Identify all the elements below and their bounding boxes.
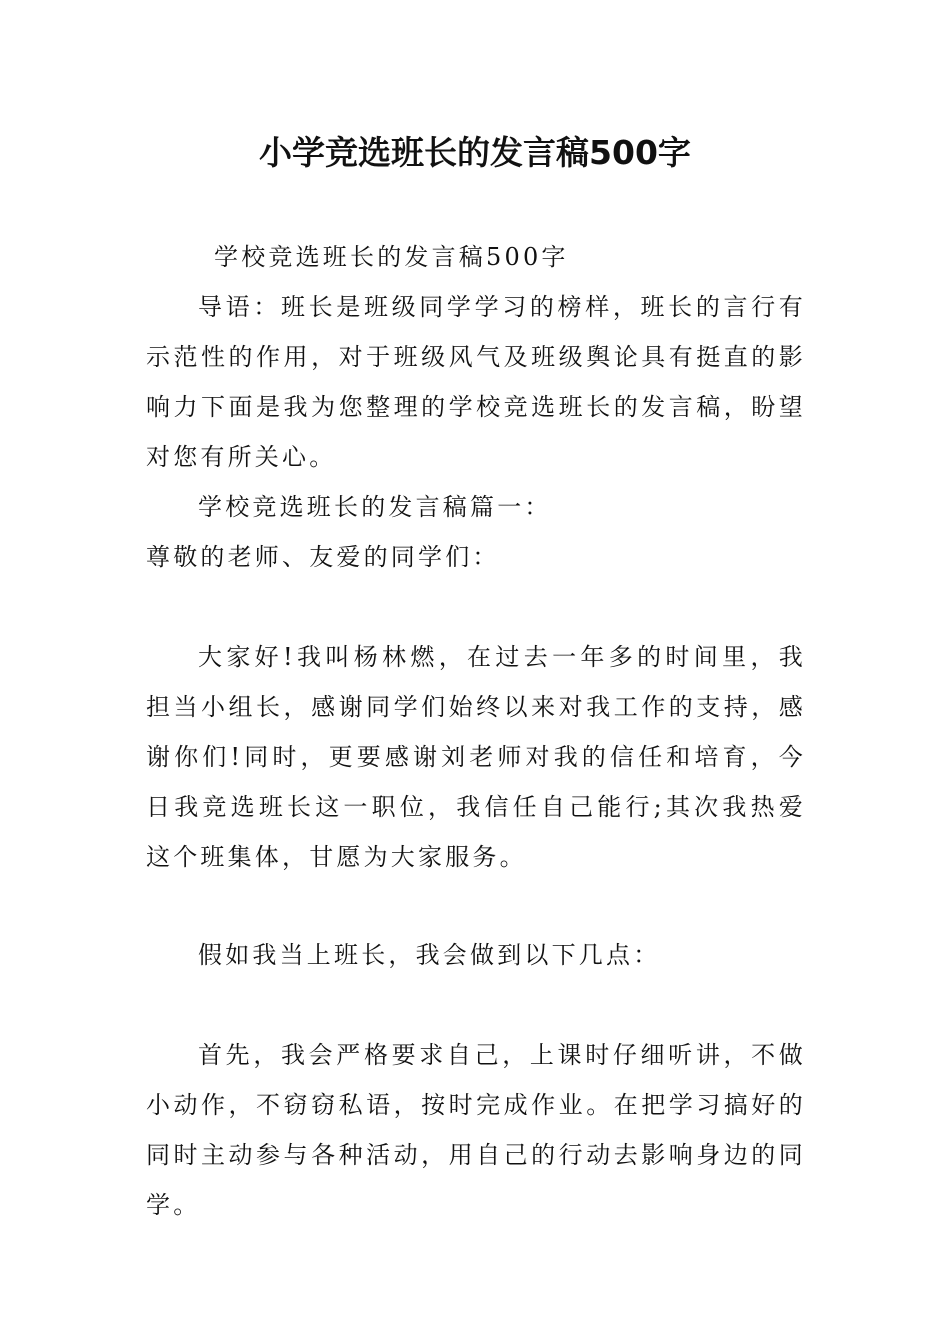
document-title: 小学竞选班长的发言稿500字 xyxy=(259,133,691,172)
salutation-paragraph: 尊敬的老师、友爱的同学们： xyxy=(146,543,500,571)
body-paragraph-1: 大家好!我叫杨林燃，在过去一年多的时间里，我担当小组长，感谢同学们始终以来对我工作的支持，感谢你们!同时，更要感谢刘老师对我的信任和培育，今日我竞选班长这一职位，我信任自己能行;其次我热爱这个班集体，甘愿为大家服务。 xyxy=(146,643,806,871)
intro-paragraph: 导语：班长是班级同学学习的榜样，班长的言行有示范性的作用，对于班级风气及班级舆论具有挺直的影响力下面是我为您整理的学校竞选班长的发言稿，盼望对您有所关心。 xyxy=(146,293,806,471)
body-paragraph-3: 首先，我会严格要求自己，上课时仔细听讲，不做小动作，不窃窃私语，按时完成作业。在把学习搞好的同时主动参与各种活动，用自己的行动去影响身边的同学。 xyxy=(146,1041,806,1219)
section-heading: 学校竞选班长的发言稿篇一： xyxy=(198,493,552,521)
subtitle-paragraph: 学校竞选班长的发言稿500字 xyxy=(214,243,569,271)
body-paragraph-2: 假如我当上班长，我会做到以下几点： xyxy=(198,941,661,969)
